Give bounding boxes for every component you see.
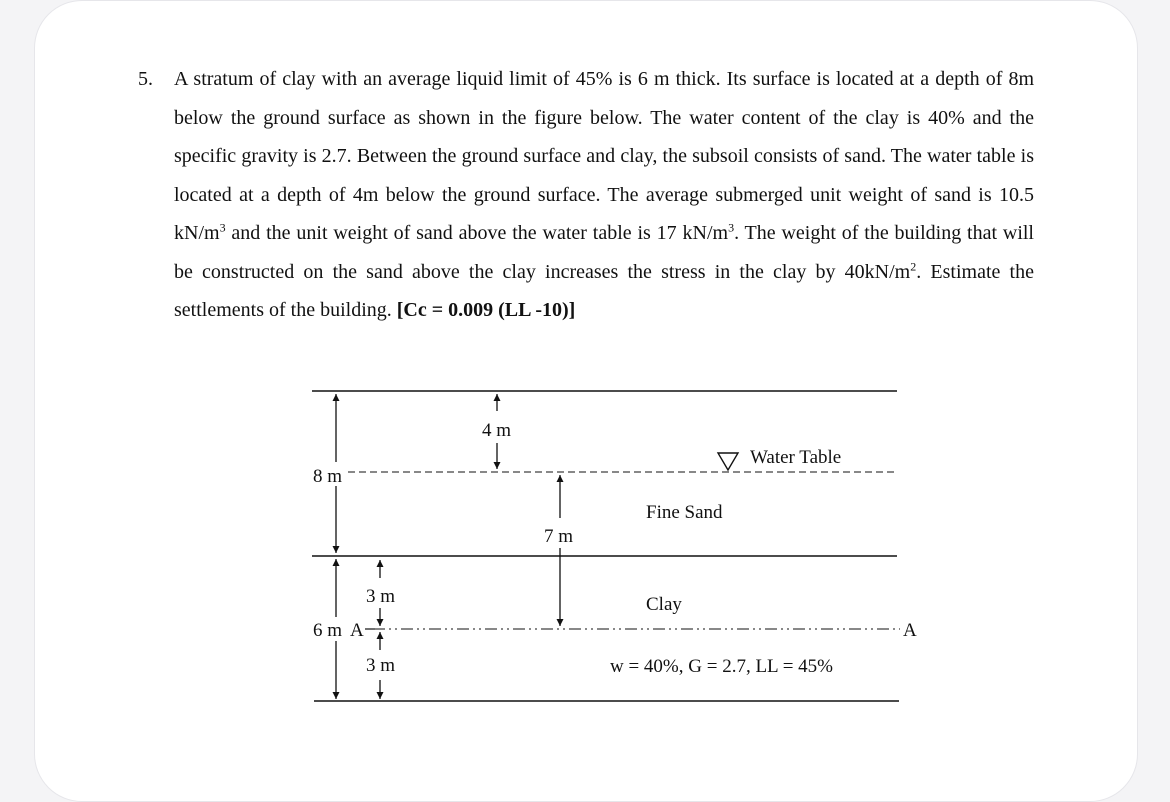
problem-text-part-3: . The weight of the building that will be constructed on the sand above the clay increases the stress in the clay by 40kN/m (174, 222, 1034, 283)
dim-8m-label: 8 m (313, 466, 343, 487)
section-a-left-label: A (350, 620, 364, 641)
dim-6m-label: 6 m (313, 620, 343, 641)
water-table-icon (718, 453, 738, 470)
section-a-right-label: A (903, 620, 917, 641)
water-table-label: Water Table (750, 447, 842, 468)
superscript-2: 3 (728, 220, 735, 235)
dim-3m-top-label: 3 m (366, 586, 396, 607)
clay-properties-label: w = 40%, G = 2.7, LL = 45% (610, 656, 833, 677)
clay-label: Clay (646, 594, 682, 615)
dim-4m-label: 4 m (482, 420, 512, 441)
dim-3m-bottom-label: 3 m (366, 655, 396, 676)
dim-7m-label: 7 m (544, 526, 574, 547)
problem-number: 5. (138, 68, 153, 90)
superscript-1: 3 (219, 220, 226, 235)
problem-text-part-4: . Estimate the settlements of the building. (174, 260, 1034, 321)
problem-text-part-2: and the unit weight of sand above the water table is 17 kN/m (225, 222, 729, 244)
problem-text-part-1: A stratum of clay with an average liquid limit of 45% is 6 m thick. Its surface is located at a depth of 8m below the ground surface as shown in the figure below. The water content of the clay is 40% and the specific gravity is 2.7. Between the ground surface and clay, the subsoil consists of sand. The water table is located at a depth of 4m below the ground surface. The average submerged unit weight of sand is 10.5 kN/m (174, 68, 1034, 244)
cc-formula: [Cc = 0.009 (LL -10)] (396, 299, 576, 321)
fine-sand-label: Fine Sand (646, 502, 723, 523)
superscript-3: 2 (910, 258, 917, 273)
